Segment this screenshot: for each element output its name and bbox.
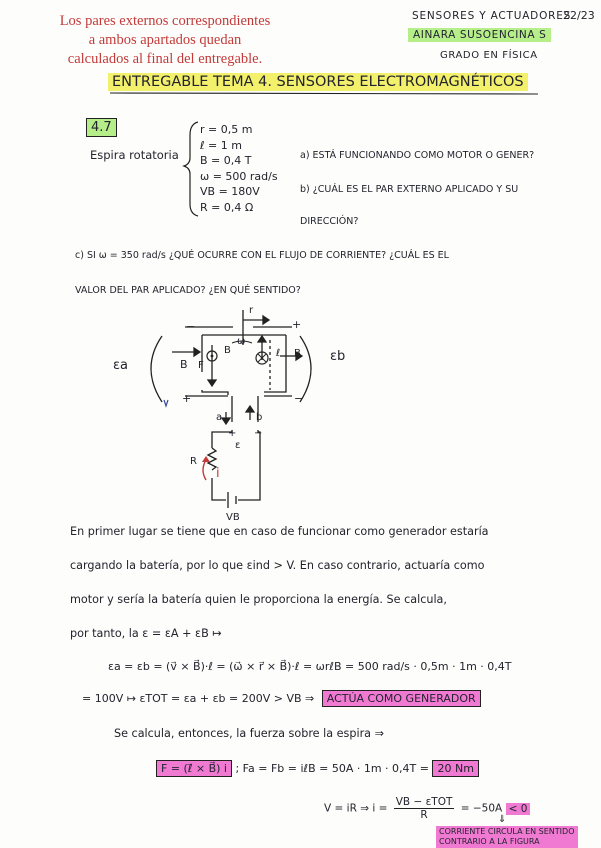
diagram-label-l: ℓ bbox=[276, 348, 281, 359]
note-line: a ambos apartados quedan bbox=[88, 32, 242, 48]
equation-total-emf bbox=[82, 692, 481, 705]
diagram-label-w: ω bbox=[237, 336, 246, 347]
diagram-label-b: b bbox=[256, 412, 263, 423]
solution-p1: En primer lugar se tiene que en caso de funcionar como generador estaría bbox=[70, 525, 489, 538]
force-result: 20 Nm bbox=[432, 760, 478, 777]
final-conclusion bbox=[436, 826, 578, 848]
given-value: VB = 180V bbox=[200, 185, 260, 199]
given-value: ℓ = 1 m bbox=[200, 138, 242, 152]
course-year: 22/23 bbox=[563, 9, 595, 22]
minus-sign: − bbox=[186, 320, 196, 333]
note-line: Los pares externos correspondientes bbox=[59, 13, 271, 29]
equation-force bbox=[156, 762, 479, 775]
diagram-label-eb: εb bbox=[330, 349, 346, 364]
question-b-line2: DIRECCIÓN? bbox=[300, 216, 359, 227]
final-line: CORRIENTE CIRCULA EN SENTIDO bbox=[439, 827, 575, 836]
diagram-label-eps: ε bbox=[235, 440, 241, 451]
final-line: CONTRARIO A LA FIGURA bbox=[439, 837, 540, 846]
generator-conclusion: ACTÚA COMO GENERADOR bbox=[322, 690, 481, 707]
question-a: a) ESTÁ FUNCIONANDO COMO MOTOR O GENER? bbox=[300, 150, 535, 161]
current-sign: < 0 bbox=[506, 803, 531, 815]
diagram-label-ea: εa bbox=[113, 358, 128, 373]
plus-sign: + bbox=[182, 392, 192, 405]
minus-sign: − bbox=[294, 392, 304, 405]
diagram-label-b-left: B bbox=[180, 358, 188, 371]
question-c-line2: VALOR DEL PAR APLICADO? ¿EN QUÉ SENTIDO? bbox=[75, 285, 301, 296]
diagram-label-i: i bbox=[216, 466, 220, 481]
implies-arrow: ⇓ bbox=[498, 814, 507, 825]
minus-sign: − bbox=[254, 428, 263, 439]
problem-number: 4.7 bbox=[86, 118, 117, 137]
given-value: ω = 500 rad/s bbox=[200, 169, 278, 183]
plus-sign: + bbox=[292, 318, 302, 331]
current-fraction bbox=[394, 796, 455, 821]
plus-sign: + bbox=[228, 428, 237, 439]
fraction-denominator: R bbox=[420, 809, 428, 821]
question-c-line1: c) SI ω = 350 rad/s ¿QUÉ OCURRE CON EL FLUJO DE CORRIENTE? ¿CUÁL ES EL bbox=[75, 250, 449, 261]
solution-p2: cargando la batería, por lo que εind > V. En caso contrario, actuaría como bbox=[70, 559, 485, 572]
force-formula: F = (ℓ⃗ × B⃗) i bbox=[156, 760, 232, 777]
solution-p5: Se calcula, entonces, la fuerza sobre la espira ⇒ bbox=[114, 727, 384, 740]
solution-p4: por tanto, la ε = εA + εB ↦ bbox=[70, 627, 222, 640]
author-name: AINARA SUSOENCINA S bbox=[408, 28, 551, 42]
diagram-label-R: R bbox=[190, 456, 197, 467]
course-name: SENSORES Y ACTUADORES bbox=[412, 10, 572, 22]
diagram-label-r: r bbox=[249, 305, 254, 316]
given-value: R = 0,4 Ω bbox=[200, 200, 254, 214]
problem-label: Espira rotatoria bbox=[90, 148, 179, 162]
note-line: calculados al final del entregable. bbox=[67, 51, 263, 67]
diagram-label-b-vec: B bbox=[224, 345, 231, 356]
solution-p3: motor y sería la batería quien le proporciona la energía. Se calcula, bbox=[70, 593, 447, 606]
diagram-label-a: a bbox=[216, 412, 223, 423]
diagram-label-vb: VB bbox=[226, 512, 240, 523]
current-prefix: V = iR ⇒ i = bbox=[324, 802, 388, 815]
degree: GRADO EN FÍSICA bbox=[440, 50, 538, 61]
equation-total-emf-text: = 100V ↦ εTOT = εa + εb = 200V > VB ⇒ bbox=[82, 692, 315, 705]
diagram-label-f: F bbox=[198, 360, 204, 371]
given-value: r = 0,5 m bbox=[200, 123, 253, 136]
current-value: = −50A bbox=[460, 802, 503, 815]
given-value: B = 0,4 T bbox=[200, 154, 252, 168]
diagram-label-b-right: B bbox=[294, 348, 301, 359]
equation-emf: εa = εb = (v⃗ × B⃗)·ℓ = (ω⃗ × r⃗ × B⃗)·ℓ = ωrℓB = 500 rad/s · 0,5m · 1m · 0,4T bbox=[108, 660, 512, 673]
question-b-line1: b) ¿CUÁL ES EL PAR EXTERNO APLICADO Y SU bbox=[300, 184, 519, 195]
fraction-numerator: VB − εTOT bbox=[395, 796, 453, 808]
title-text: ENTREGABLE TEMA 4. SENSORES ELECTROMAGNÉTICOS bbox=[108, 73, 528, 91]
force-equation: ; Fa = Fb = iℓB = 50A · 1m · 0,4T = bbox=[235, 762, 429, 775]
